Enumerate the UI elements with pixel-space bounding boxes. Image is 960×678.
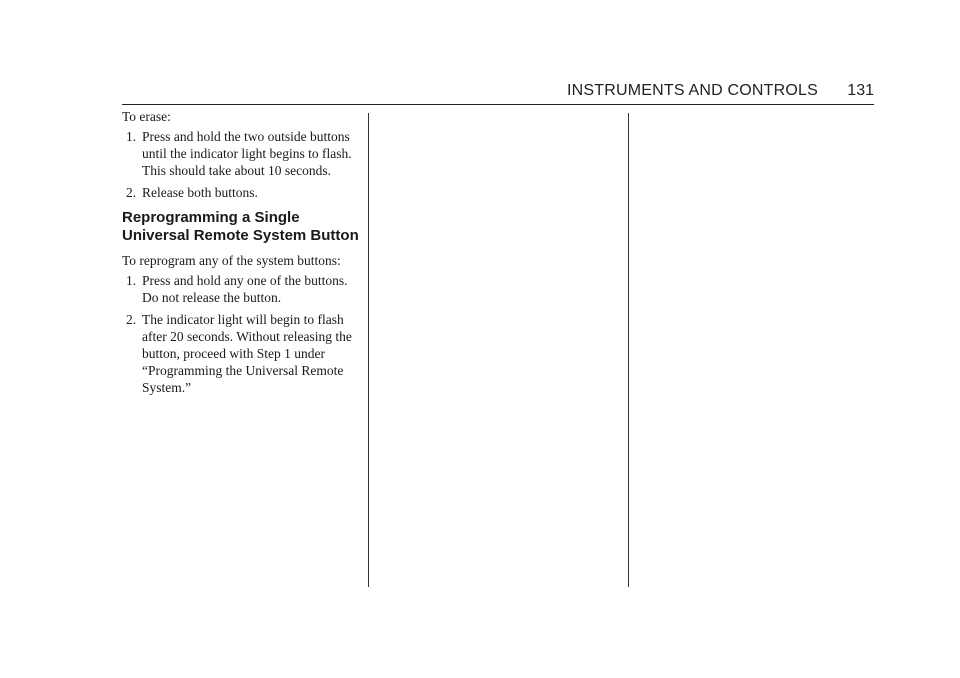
reprogram-intro: To reprogram any of the system buttons: — [122, 253, 341, 268]
column-divider-left — [368, 113, 369, 587]
section-title: INSTRUMENTS AND CONTROLS — [566, 82, 818, 99]
column-divider-right — [628, 113, 629, 587]
section-heading: Reprogramming a Single Universal Remote System Button — [122, 209, 359, 244]
reprogram-steps — [122, 272, 362, 396]
step-text: The indicator light will begin to flash after 20 seconds. Without releasing the button, proceed with Step 1 under “Programming the Universal Remote System.” — [142, 312, 352, 395]
list-item — [122, 184, 362, 201]
erase-intro: To erase: — [122, 109, 171, 124]
page-header — [122, 80, 874, 105]
list-item — [122, 128, 362, 179]
step-number: 1. — [126, 129, 137, 144]
left-column — [122, 108, 362, 396]
step-number: 2. — [126, 185, 137, 200]
erase-steps — [122, 128, 362, 201]
step-text: Release both buttons. — [142, 185, 258, 200]
step-number: 2. — [126, 312, 137, 327]
list-item — [122, 311, 362, 396]
list-item — [122, 272, 362, 306]
step-text: Press and hold any one of the buttons. Do not release the button. — [142, 273, 348, 305]
step-number: 1. — [126, 273, 137, 288]
step-text: Press and hold the two outside buttons until the indicator light begins to flash. This should take about 10 seconds. — [142, 129, 352, 178]
page-number: 131 — [847, 82, 874, 99]
